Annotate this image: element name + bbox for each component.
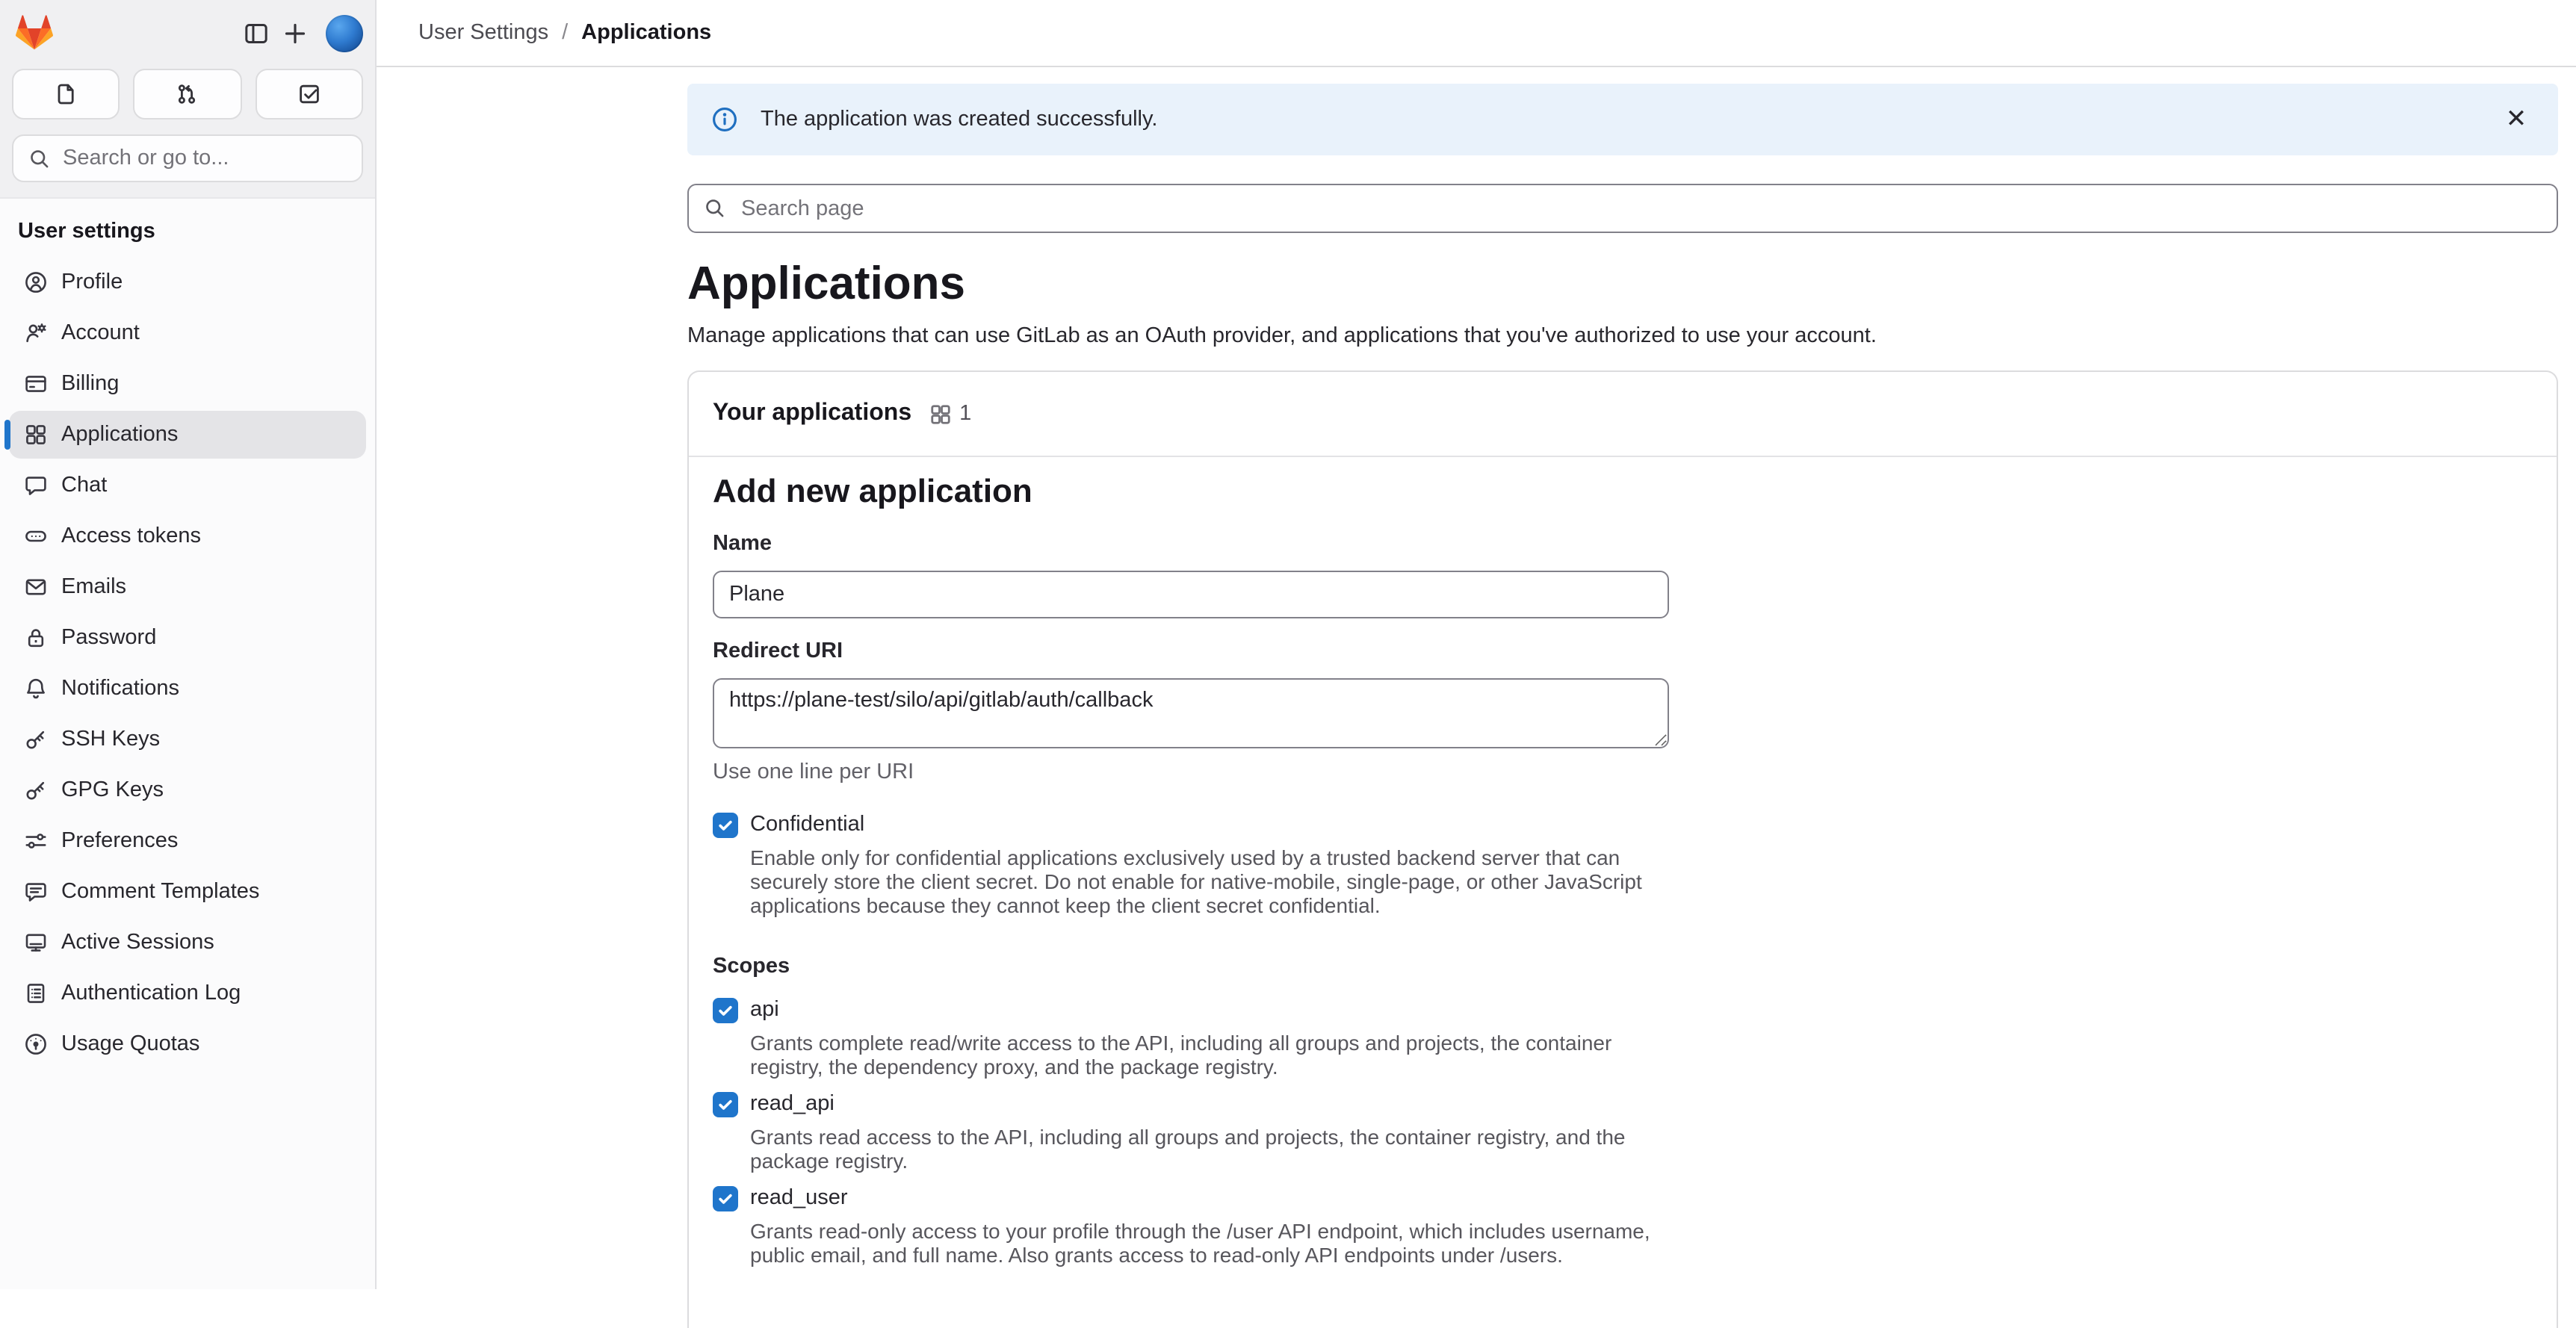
scope-read-user-row <box>713 1186 2533 1211</box>
sidebar-item-label: Profile <box>61 270 123 294</box>
main-area <box>377 0 2576 1289</box>
token-icon <box>24 524 48 548</box>
scope-read-api-row <box>713 1092 2533 1117</box>
gauge-icon <box>24 1032 48 1056</box>
merge-requests-shortcut-button[interactable] <box>134 69 242 120</box>
comment-lines-icon <box>24 880 48 904</box>
sliders-icon <box>24 829 48 853</box>
sidebar-item-label: Applications <box>61 423 179 447</box>
key-icon <box>24 778 48 802</box>
sidebar-item-profile[interactable] <box>9 258 366 306</box>
profile-icon <box>24 270 48 294</box>
sidebar-item-notifications[interactable] <box>9 665 366 713</box>
sidebar-item-label: SSH Keys <box>61 727 161 751</box>
applications-icon <box>24 423 48 447</box>
scope-api-description: Grants complete read/write access to the API, including all groups and projects, the container registry, the dependency proxy, and the package registry. <box>750 1031 1612 1079</box>
log-icon <box>24 981 48 1005</box>
user-avatar[interactable] <box>326 14 363 52</box>
sidebar-item-label: Billing <box>61 372 120 396</box>
sidebar-item-chat[interactable] <box>9 462 366 509</box>
applications-card <box>687 370 2558 1328</box>
page-search-input[interactable] <box>738 195 2542 222</box>
sidebar-item-label: Preferences <box>61 829 179 853</box>
billing-icon <box>24 372 48 396</box>
chat-icon <box>24 474 48 497</box>
sidebar-item-access-tokens[interactable] <box>9 512 366 560</box>
sidebar-item-label: Usage Quotas <box>61 1032 200 1056</box>
check-icon <box>717 1002 734 1019</box>
sidebar-item-authentication-log[interactable] <box>9 969 366 1017</box>
confidential-checkbox-row <box>713 813 2533 838</box>
lock-icon <box>24 626 48 650</box>
scope-read-api-label[interactable]: read_api <box>750 1092 835 1116</box>
plus-icon <box>282 20 307 46</box>
sidebar-item-ssh-keys[interactable] <box>9 716 366 763</box>
sidebar-panel-icon <box>243 20 268 46</box>
create-new-button[interactable] <box>275 13 314 52</box>
sidebar-item-label: Password <box>61 626 157 650</box>
scopes-label: Scopes <box>713 955 790 978</box>
form-heading: Add new application <box>713 472 1032 509</box>
account-icon <box>24 321 48 345</box>
sidebar-nav <box>0 249 375 1071</box>
sidebar-toggle-button[interactable] <box>236 13 275 52</box>
sidebar-item-label: Comment Templates <box>61 880 260 904</box>
page-search-box <box>687 184 2558 233</box>
sidebar-item-label: Access tokens <box>61 524 201 548</box>
sidebar-item-emails[interactable] <box>9 563 366 611</box>
search-icon <box>28 147 51 170</box>
sidebar-item-applications[interactable] <box>9 411 366 459</box>
sidebar-user-bar <box>0 0 375 199</box>
add-application-form <box>689 457 2557 1297</box>
your-applications-header <box>689 372 2557 457</box>
page-title: Applications <box>687 257 966 309</box>
sidebar-item-label: Authentication Log <box>61 981 241 1005</box>
check-icon <box>717 1096 734 1113</box>
breadcrumb <box>377 0 2576 67</box>
breadcrumb-user-settings-link[interactable]: User Settings <box>418 21 549 45</box>
redirect-uri-label: Redirect URI <box>713 639 843 663</box>
super-sidebar <box>0 0 377 1289</box>
confidential-label[interactable]: Confidential <box>750 813 865 837</box>
breadcrumb-separator: / <box>562 21 569 45</box>
global-search-placeholder: Search or go to... <box>63 146 229 170</box>
info-icon <box>711 106 738 133</box>
redirect-uri-hint: Use one line per URI <box>713 760 914 784</box>
sidebar-item-active-sessions[interactable] <box>9 919 366 966</box>
scope-read-api-checkbox[interactable] <box>713 1092 738 1117</box>
sidebar-item-comment-templates[interactable] <box>9 868 366 916</box>
sidebar-item-account[interactable] <box>9 309 366 357</box>
sidebar-item-label: Chat <box>61 474 108 497</box>
gitlab-logo-icon[interactable] <box>15 14 54 52</box>
info-alert <box>687 84 2558 155</box>
scope-read-user-label[interactable]: read_user <box>750 1186 848 1210</box>
key-icon <box>24 727 48 751</box>
scope-api-row <box>713 998 2533 1023</box>
check-icon <box>717 1191 734 1207</box>
sidebar-item-label: Active Sessions <box>61 931 214 955</box>
applications-grid-icon <box>929 403 952 425</box>
sidebar-item-preferences[interactable] <box>9 817 366 865</box>
sidebar-item-label: GPG Keys <box>61 778 164 802</box>
email-icon <box>24 575 48 599</box>
sidebar-item-label: Emails <box>61 575 127 599</box>
confidential-description: Enable only for confidential applications exclusively used by a trusted backend server that can securely store the client secret. Do not enable for native-mobile, single-page, or other JavaScript applications because they cannot keep the client secret confidential. <box>750 845 1642 917</box>
scope-api-label[interactable]: api <box>750 998 779 1022</box>
sidebar-item-usage-quotas[interactable] <box>9 1020 366 1068</box>
scope-read-api-description: Grants read access to the API, including all groups and projects, the container registry, and the package registry. <box>750 1125 1626 1173</box>
page-description: Manage applications that can use GitLab as an OAuth provider, and applications that you've authorized to use your account. <box>687 324 1877 348</box>
sidebar-item-gpg-keys[interactable] <box>9 766 366 814</box>
monitor-icon <box>24 931 48 955</box>
sidebar-item-label: Notifications <box>61 677 179 701</box>
todo-check-icon <box>297 82 321 106</box>
confidential-checkbox[interactable] <box>713 813 738 838</box>
alert-close-button[interactable]: ✕ <box>2498 102 2534 137</box>
todos-shortcut-button[interactable] <box>255 69 363 120</box>
redirect-uri-field[interactable] <box>713 678 1669 748</box>
global-search-input[interactable] <box>12 134 363 182</box>
alert-message: The application was created successfully. <box>761 108 1158 131</box>
breadcrumb-current: Applications <box>581 21 712 45</box>
issues-icon <box>54 82 78 106</box>
sidebar-item-label: Account <box>61 321 140 345</box>
applications-count: 1 <box>959 402 972 426</box>
search-icon <box>704 197 726 220</box>
scope-read-user-description: Grants read-only access to your profile through the /user API endpoint, which includes username, public email, and full name. Also grants access to read-only API endpoints under /users. <box>750 1219 1650 1267</box>
bell-icon <box>24 677 48 701</box>
your-applications-title: Your applications <box>713 400 912 426</box>
merge-request-icon <box>176 82 199 106</box>
sidebar-item-password[interactable] <box>9 614 366 662</box>
scope-read-user-checkbox[interactable] <box>713 1186 738 1211</box>
name-field[interactable] <box>713 571 1669 618</box>
scope-api-checkbox[interactable] <box>713 998 738 1023</box>
check-icon <box>717 817 734 834</box>
name-label: Name <box>713 532 772 556</box>
sidebar-item-billing[interactable] <box>9 360 366 408</box>
sidebar-section-title: User settings <box>18 220 155 243</box>
issues-shortcut-button[interactable] <box>12 69 120 120</box>
page-content <box>377 67 2558 1328</box>
